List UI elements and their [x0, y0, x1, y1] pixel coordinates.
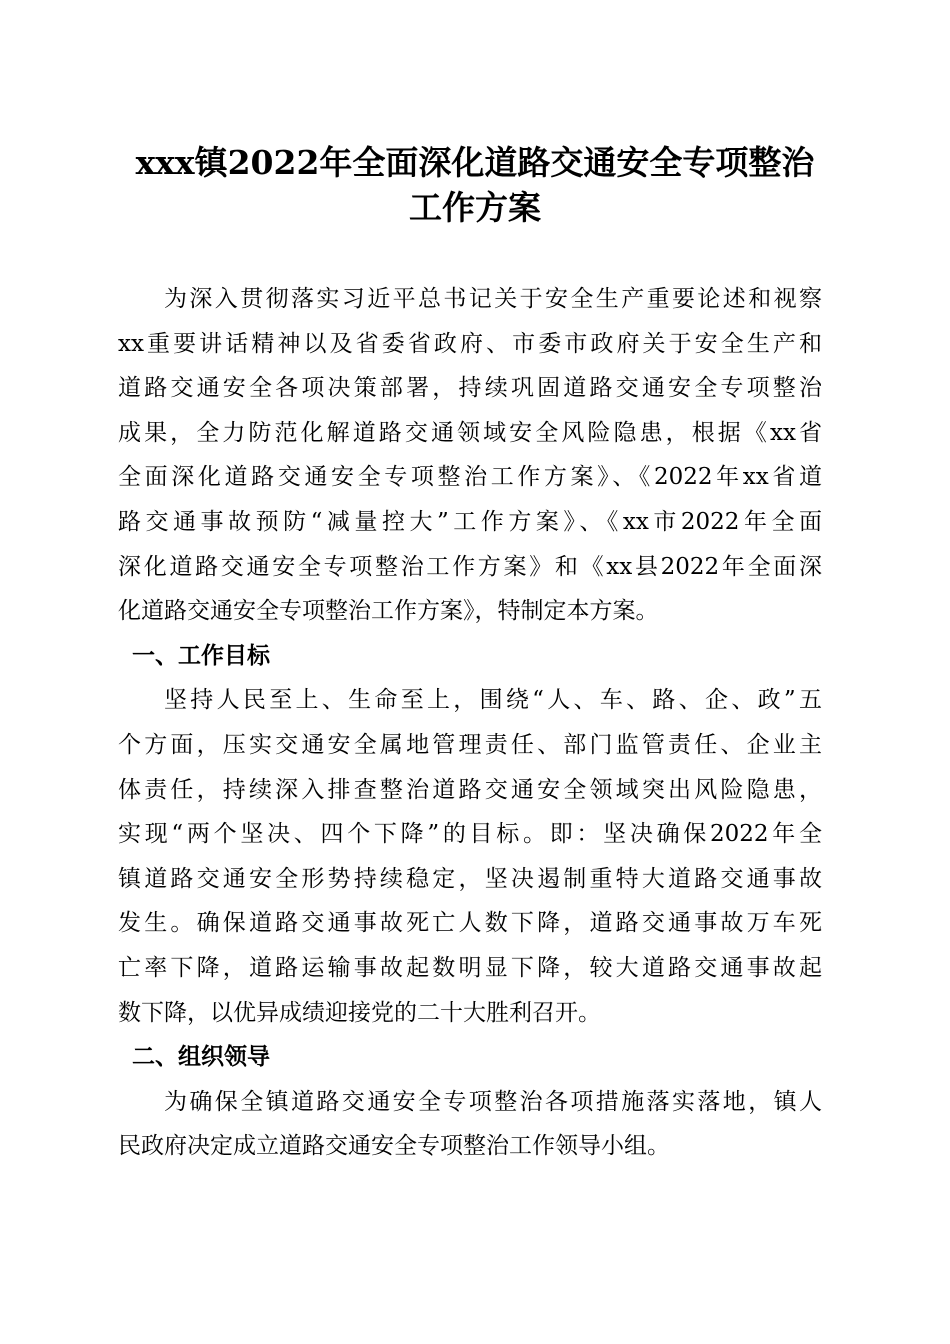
text-line: 民政府决定成立道路交通安全专项整治工作领导小组。: [118, 1133, 670, 1160]
text-line: 为深入贯彻落实习近平总书记关于安全生产重要论述和视察: [164, 286, 822, 312]
text-line: 深化道路交通安全专项整治工作方案》和《xx县2022年全面深: [118, 553, 822, 580]
section-paragraph: [118, 678, 822, 1035]
text-line: 亡率下降，道路运输事故起数明显下降，较大道路交通事故起: [118, 954, 822, 981]
document-body: [118, 277, 822, 1169]
section-heading: 二、组织领导: [132, 1044, 270, 1071]
document-title-line-2: 工作方案: [409, 188, 541, 227]
text-line: 路交通事故预防“减量控大”工作方案》、《xx市2022年全面: [118, 508, 822, 535]
text-line: 全面深化道路交通安全专项整治工作方案》、《2022年xx省道: [118, 464, 822, 491]
text-line: 个方面，压实交通安全属地管理责任、部门监管责任、企业主: [118, 731, 822, 758]
text-line: 道路交通安全各项决策部署，持续巩固道路交通安全专项整治: [118, 375, 822, 402]
text-line: 实现“两个坚决、四个下降”的目标。即：坚决确保2022年全: [118, 821, 822, 848]
document-title-line-1: xxx镇2022年全面深化道路交通安全专项整治: [135, 143, 815, 182]
text-line: 为确保全镇道路交通安全专项整治各项措施落实落地，镇人: [164, 1088, 822, 1115]
text-line: 发生。确保道路交通事故死亡人数下降，道路交通事故万车死: [118, 910, 822, 937]
text-line: 体责任，持续深入排查整治道路交通安全领域突出风险隐患，: [118, 776, 822, 803]
text-line: 成果，全力防范化解道路交通领域安全风险隐患，根据《xx省: [118, 419, 822, 446]
text-line: 数下降，以优异成绩迎接党的二十大胜利召开。: [118, 999, 601, 1026]
section-paragraph: [118, 1080, 822, 1169]
text-line: 化道路交通安全专项整治工作方案》，特制定本方案。: [118, 598, 659, 625]
text-line: 坚持人民至上、生命至上，围绕“人、车、路、企、政”五: [164, 687, 822, 714]
text-line: xx重要讲话精神以及省委省政府、市委市政府关于安全生产和: [118, 330, 822, 357]
section-heading: 一、工作目标: [132, 642, 270, 669]
intro-paragraph: [118, 277, 822, 634]
text-line: 镇道路交通安全形势持续稳定，坚决遏制重特大道路交通事故: [118, 865, 822, 892]
